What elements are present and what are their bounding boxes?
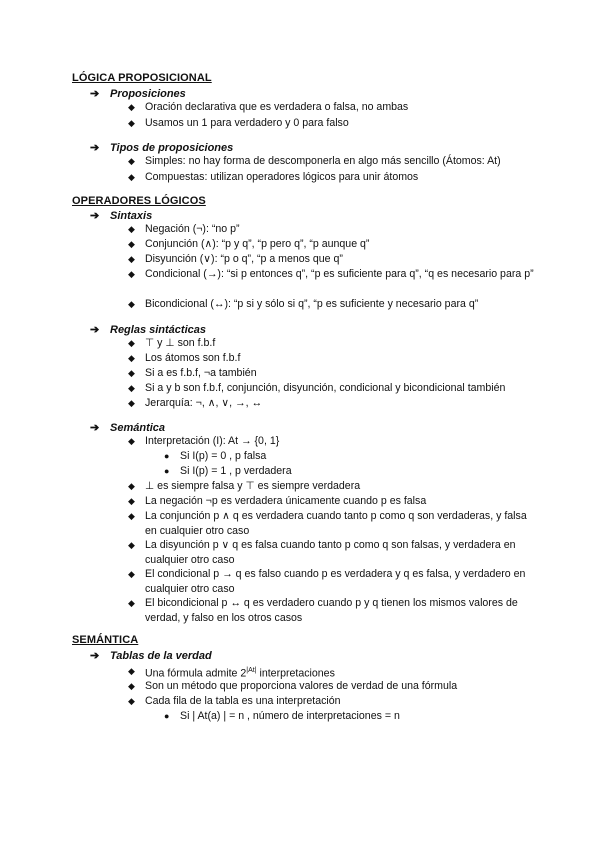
diamond-bullet-icon: ◆ [128,511,135,521]
subsection-title: Tipos de proposiciones [110,142,234,154]
diamond-bullet-icon: ◆ [128,118,135,128]
diamond-bullet-icon: ◆ [128,436,135,446]
subsection-tipos-de-proposiciones [90,141,233,154]
arrow-icon: ➔ [90,88,100,100]
subsection-title: Proposiciones [110,88,186,100]
circle-bullet-icon: ● [164,711,170,721]
list-item: ◆ Compuestas: utilizan operadores lógicos para unir átomos [128,171,419,183]
arrow-icon: ➔ [90,210,100,222]
arrow-icon: ➔ [90,142,100,154]
section-title-operadores-logicos: OPERADORES LÓGICOS [72,195,206,207]
diamond-bullet-icon: ◆ [128,681,135,691]
list-item: ◆ ⊤ y ⊥ son f.b.f [128,337,216,349]
list-item: ◆ La negación ¬p es verdadera únicamente cuando p es falsa [128,495,427,507]
diamond-bullet-icon: ◆ [128,299,135,309]
sub-list-item: ● Si I(p) = 1 , p verdadera [164,465,292,477]
section-title-logica-proposicional: LÓGICA PROPOSICIONAL [72,72,212,84]
subsection-sintaxis [90,209,152,222]
sub-list-item: ● Si I(p) = 0 , p falsa [164,450,267,462]
exponent: |At| [246,667,257,674]
list-item: ◆ Bicondicional (↔): “p si y sólo si q”, “p es suficiente y necesario para q” [128,298,479,310]
diamond-bullet-icon: ◆ [128,239,135,249]
diamond-bullet-icon: ◆ [128,696,135,706]
diamond-bullet-icon: ◆ [128,383,135,393]
sub-list-item: ● Si | At(a) | = n , número de interpretaciones = n [164,710,400,722]
list-item: ◆ Los átomos son f.b.f [128,352,241,364]
diamond-bullet-icon: ◆ [128,666,135,676]
circle-bullet-icon: ● [164,451,170,461]
subsection-title: Semántica [110,422,166,434]
list-item: ◆ El condicional p → q es falso cuando p es verdadera y q es falsa, y verdadero en cualquier otro caso [128,568,526,595]
diamond-bullet-icon: ◆ [128,598,135,608]
list-item: ◆ El bicondicional p ↔ q es verdadero cuando p y q tienen los mismos valores de verdad, y falso en los otros casos [128,597,518,624]
subsection-tablas-de-la-verdad [90,649,212,662]
list-item: ◆ ⊥ es siempre falsa y ⊤ es siempre verdadera [128,480,361,492]
subsection-proposiciones [90,87,186,100]
diamond-bullet-icon: ◆ [128,172,135,182]
subsection-semantica [90,421,165,434]
subsection-title: Tablas de la verdad [110,650,212,662]
list-item: ◆ Negación (¬): “no p” [128,223,240,235]
list-item: ◆ Cada fila de la tabla es una interpretación [128,695,341,707]
diamond-bullet-icon: ◆ [128,224,135,234]
subsection-title: Reglas sintácticas [110,324,206,336]
diamond-bullet-icon: ◆ [128,102,135,112]
list-item: ◆ Si a es f.b.f, ¬a también [128,367,257,379]
section-title-semantica: SEMÁNTICA [72,634,139,646]
list-item: ◆ Usamos un 1 para verdadero y 0 para falso [128,117,349,129]
subsection-title: Sintaxis [110,210,153,222]
diamond-bullet-icon: ◆ [128,496,135,506]
list-item: ◆ Interpretación (I): At → {0, 1} [128,435,280,447]
list-item: ◆ Simples: no hay forma de descomponerla en algo más sencillo (Átomos: At) [128,155,501,167]
list-item: ◆ Condicional (→): “si p entonces q”, “p es suficiente para q”, “q es necesario para p” [128,268,534,280]
subsection-reglas-sintacticas [90,323,206,336]
list-item: ◆ Jerarquía: ¬, ∧, ∨, →, ↔ [128,397,263,409]
diamond-bullet-icon: ◆ [128,269,135,279]
list-item: ◆ Si a y b son f.b.f, conjunción, disyunción, condicional y bicondicional también [128,382,506,394]
diamond-bullet-icon: ◆ [128,368,135,378]
diamond-bullet-icon: ◆ [128,353,135,363]
arrow-icon: ➔ [90,324,100,336]
diamond-bullet-icon: ◆ [128,569,135,579]
diamond-bullet-icon: ◆ [128,338,135,348]
list-item: ◆ Son un método que proporciona valores de verdad de una fórmula [128,680,458,692]
list-item: ◆ Disyunción (∨): “p o q”, “p a menos que q” [128,253,343,265]
diamond-bullet-icon: ◆ [128,540,135,550]
list-item: ◆ Una fórmula admite $2^{|At|}$ interpretaciones [128,666,335,680]
arrow-icon: ➔ [90,422,100,434]
list-item: ◆ Conjunción (∧): “p y q”, “p pero q”, “p aunque q” [128,238,370,250]
diamond-bullet-icon: ◆ [128,398,135,408]
arrow-icon: ➔ [90,650,100,662]
list-item: ◆ Oración declarativa que es verdadera o falsa, no ambas [128,101,409,113]
diamond-bullet-icon: ◆ [128,254,135,264]
list-item: ◆ La conjunción p ∧ q es verdadera cuando tanto p como q son verdaderas, y falsa en cualquier otro caso [128,510,527,537]
diamond-bullet-icon: ◆ [128,481,135,491]
diamond-bullet-icon: ◆ [128,156,135,166]
list-item: ◆ La disyunción p ∨ q es falsa cuando tanto p como q son falsas, y verdadera en cualquier otro caso [128,539,516,566]
circle-bullet-icon: ● [164,466,170,476]
